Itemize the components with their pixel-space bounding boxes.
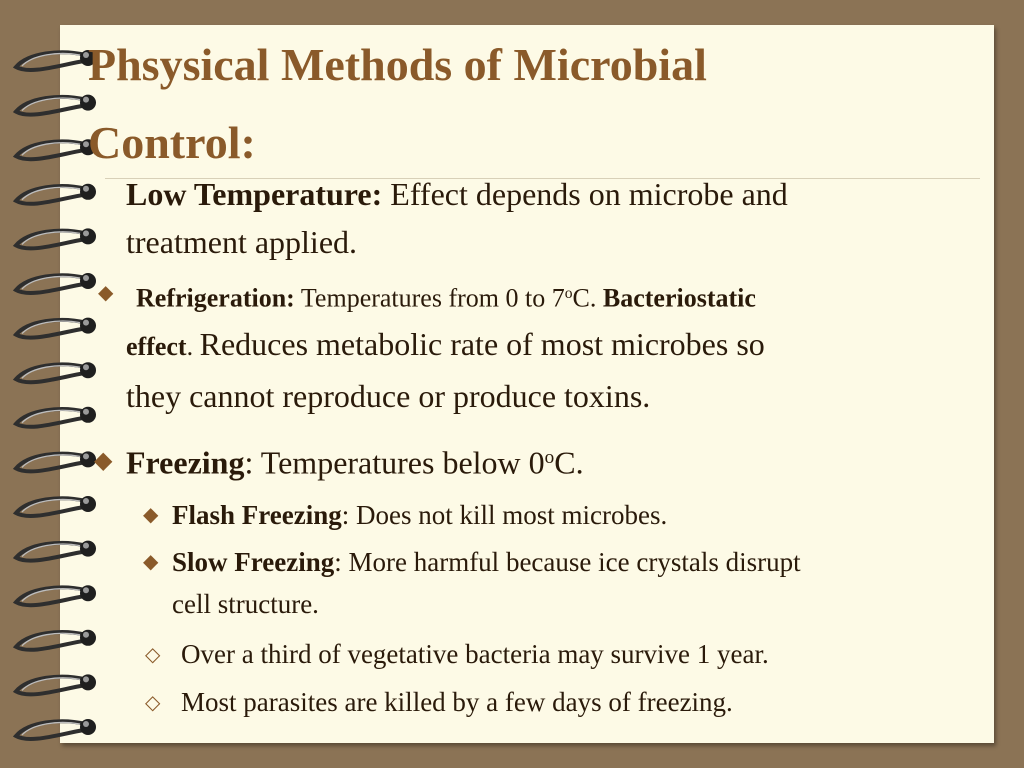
diamond-bullet-icon: ◆ [143, 504, 159, 526]
reduces-line-2 [126, 374, 650, 418]
diamond-bullet-icon: ◆ [143, 551, 159, 573]
vegetative-text: Over a third of vegetative bacteria may survive 1 year. [181, 639, 769, 669]
diamond-bullet-icon: ◆ [98, 282, 114, 304]
spiral-ring-icon [16, 318, 96, 338]
freezing-line [126, 436, 584, 485]
flash-freezing-line [172, 497, 667, 533]
spiral-ring-icon [16, 362, 96, 382]
spiral-ring-icon [16, 407, 96, 427]
parasites-text: Most parasites are killed by a few days of freezing. [181, 687, 733, 717]
diamond-bullet-icon: ◇ [145, 692, 161, 714]
flash-freezing-text: : Does not kill most microbes. [341, 500, 668, 530]
slide-title [88, 26, 968, 182]
spiral-ring-icon [16, 541, 96, 561]
spiral-ring-icon [16, 139, 96, 159]
parasites-line [181, 684, 733, 720]
freezing-text: : Temperatures below 0 [244, 444, 545, 481]
reduces-text: Reduces metabolic rate of most microbes so [199, 326, 765, 362]
low-temperature-text: Effect depends on microbe and [382, 176, 788, 212]
bacteriostatic-label: Bacteriostatic [602, 283, 756, 313]
effect-label: effect [126, 332, 187, 361]
spiral-ring-icon [16, 496, 96, 516]
refrigeration-unit: C. [572, 283, 603, 313]
slow-freezing-line-2 [172, 586, 319, 622]
spiral-ring-icon [16, 451, 96, 471]
diamond-bullet-icon: ◇ [145, 644, 161, 666]
spiral-ring-icon [16, 719, 96, 739]
spiral-ring-icon [16, 95, 96, 115]
reduces-text-2: they cannot reproduce or produce toxins. [126, 378, 651, 414]
slow-freezing-text-2: cell structure. [172, 589, 319, 619]
title-line-1: Phsysical Methods of Microbial [88, 39, 707, 90]
low-temperature-label: Low Temperature: [126, 176, 383, 212]
low-temperature-text-2: treatment applied. [126, 224, 358, 260]
degree-sup: o [544, 447, 555, 468]
spiral-ring-icon [16, 585, 96, 605]
low-temperature-line [126, 172, 788, 216]
spiral-ring-icon [16, 674, 96, 694]
slow-freezing-line [172, 544, 801, 580]
freezing-label: Freezing [126, 444, 245, 481]
refrigeration-text: Temperatures from 0 to 7 [294, 283, 565, 313]
refrigeration-label: Refrigeration: [136, 283, 295, 313]
effect-dot: . [186, 332, 200, 361]
title-line-2: Control: [88, 117, 256, 168]
slow-freezing-label: Slow Freezing [172, 547, 335, 577]
spiral-ring-icon [16, 228, 96, 248]
vegetative-line [181, 636, 769, 672]
effect-line [126, 322, 765, 369]
slow-freezing-text: : More harmful because ice crystals disrupt [334, 547, 801, 577]
low-temperature-line-2 [126, 220, 357, 264]
degree-sup: o [564, 285, 573, 302]
diamond-bullet-icon: ◆ [94, 448, 113, 474]
freezing-unit: C. [554, 444, 584, 481]
spiral-ring-icon [16, 184, 96, 204]
refrigeration-line [136, 276, 756, 317]
flash-freezing-label: Flash Freezing [172, 500, 342, 530]
spiral-ring-icon [16, 50, 96, 70]
spiral-ring-icon [16, 273, 96, 293]
spiral-ring-icon [16, 630, 96, 650]
